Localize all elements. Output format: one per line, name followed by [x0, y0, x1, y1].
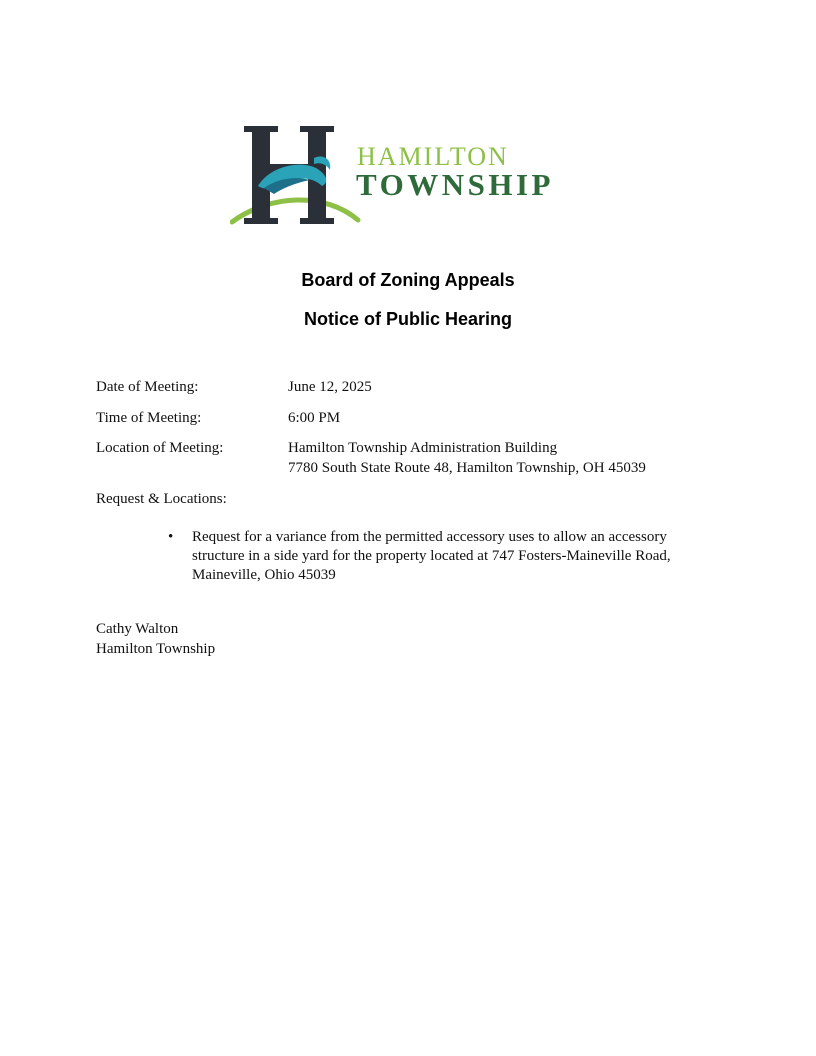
- time-value: 6:00 PM: [288, 410, 341, 426]
- location-label: Location of Meeting:: [96, 440, 224, 456]
- date-value: June 12, 2025: [288, 379, 372, 395]
- hamilton-township-logo: [230, 124, 590, 228]
- location-line-1: Hamilton Township Administration Building: [288, 440, 558, 456]
- signature-organization: Hamilton Township: [96, 641, 216, 657]
- bullet-icon: •: [168, 529, 174, 545]
- requests-label: Request & Locations:: [96, 491, 227, 507]
- logo-text-township: TOWNSHIP: [356, 167, 554, 202]
- date-label: Date of Meeting:: [96, 379, 199, 395]
- request-line-1: Request for a variance from the permitted accessory uses to allow an accessory: [192, 529, 667, 545]
- requests-list: [168, 528, 708, 585]
- signature-name: Cathy Walton: [96, 621, 179, 637]
- list-item: [168, 528, 708, 585]
- request-line-2: structure in a side yard for the property located at 747 Fosters-Maineville Road,: [192, 548, 671, 564]
- logo-text-hamilton: HAMILTON: [357, 142, 509, 171]
- document-subtitle: Notice of Public Hearing: [303, 309, 513, 329]
- document-title: Board of Zoning Appeals: [301, 270, 515, 290]
- request-line-3: Maineville, Ohio 45039: [192, 567, 336, 583]
- location-line-2: 7780 South State Route 48, Hamilton Township, OH 45039: [288, 460, 646, 476]
- time-label: Time of Meeting:: [96, 410, 202, 426]
- location-value: [288, 438, 646, 478]
